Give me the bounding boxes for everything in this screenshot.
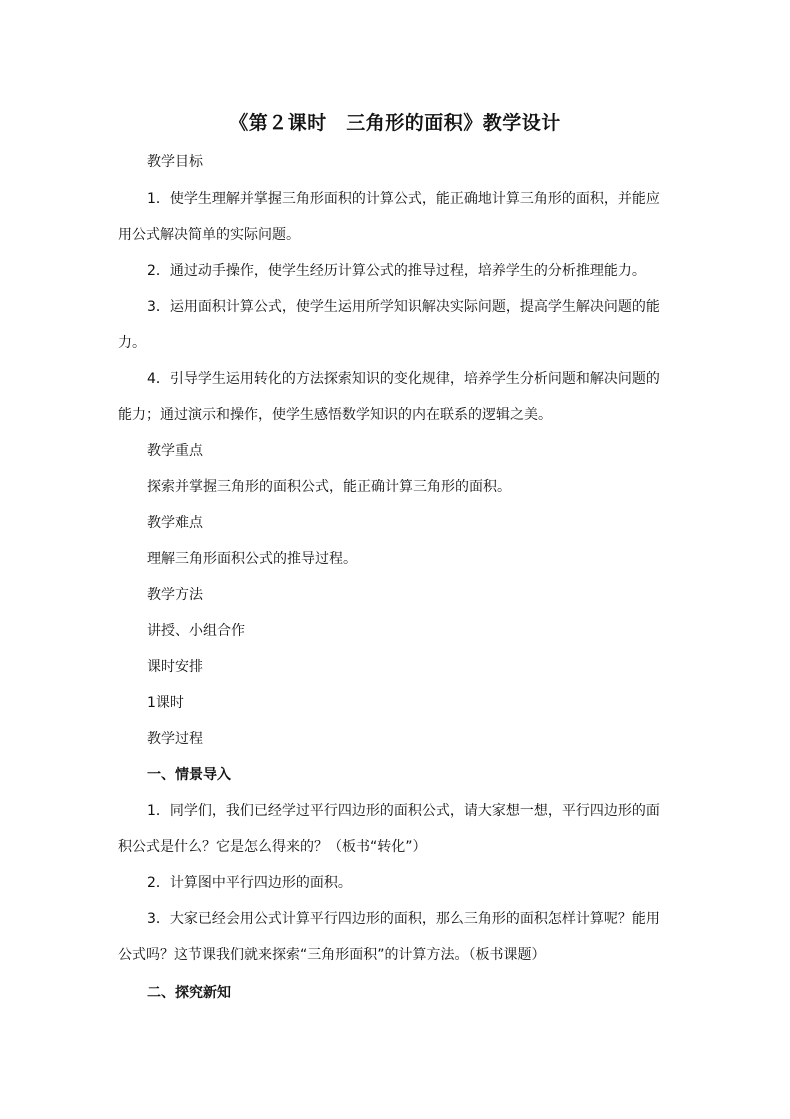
difficulties-text: 理解三角形面积公式的推导过程。 [147,551,357,567]
part-1-heading: 一、情景导入 [147,767,231,783]
process-item-1-line-1: 1．同学们，我们已经学过平行四边形的面积公式，请大家想一想，平行四边形的面 [147,803,660,819]
objective-1-line-2: 用公式解决简单的实际问题。 [118,227,300,243]
objective-4-line-1: 4．引导学生运用转化的方法探索知识的变化规律，培养学生分析问题和解决问题的 [147,371,660,387]
schedule-text: 1课时 [147,695,184,711]
section-heading-process: 教学过程 [147,731,203,747]
methods-text: 讲授、小组合作 [147,623,245,639]
section-heading-difficulties: 教学难点 [147,515,203,531]
objective-2: 2．通过动手操作，使学生经历计算公式的推导过程，培养学生的分析推理能力。 [147,263,646,279]
section-heading-methods: 教学方法 [147,587,203,603]
part-2-heading: 二、探究新知 [147,985,231,1001]
process-item-1-line-2: 积公式是什么？它是怎么得来的？（板书“转化”） [118,839,427,855]
process-item-2: 2．计算图中平行四边形的面积。 [147,875,352,891]
document-title: 《第２课时 三角形的面积》教学设计 [229,112,561,134]
process-item-3-line-2: 公式吗？这节课我们就来探索“三角形面积”的计算方法。（板书课题） [118,947,546,963]
section-heading-key-points: 教学重点 [147,443,203,459]
section-heading-schedule: 课时安排 [147,659,203,675]
process-item-3-line-1: 3．大家已经会用公式计算平行四边形的面积，那么三角形的面积怎样计算呢？能用 [147,911,660,927]
objective-1-line-1: 1．使学生理解并掌握三角形面积的计算公式，能正确地计算三角形的面积，并能应 [147,191,660,207]
objective-3-line-2: 力。 [118,335,146,351]
key-points-text: 探索并掌握三角形的面积公式，能正确计算三角形的面积。 [147,479,511,495]
objective-4-line-2: 能力；通过演示和操作，使学生感悟数学知识的内在联系的逻辑之美。 [118,407,552,423]
section-heading-objectives: 教学目标 [147,154,203,170]
objective-3-line-1: 3．运用面积计算公式，使学生运用所学知识解决实际问题，提高学生解决问题的能 [147,299,660,315]
